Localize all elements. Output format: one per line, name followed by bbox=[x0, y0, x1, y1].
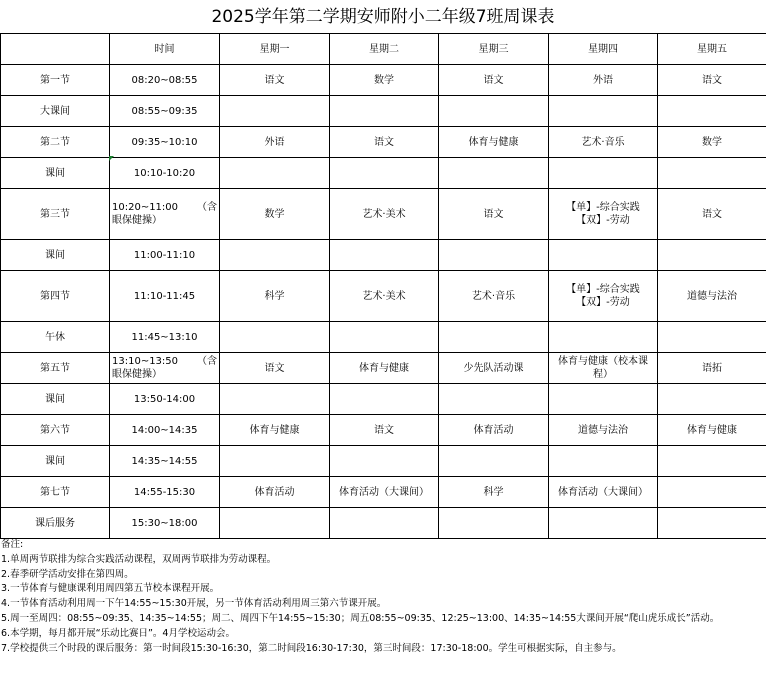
subject-cell: 语文 bbox=[439, 189, 549, 240]
subject-cell: 体育与健康 bbox=[658, 415, 766, 446]
header-cell-tuesday: 星期二 bbox=[330, 34, 439, 65]
subject-cell bbox=[220, 446, 330, 477]
time-note-cont: 眼保健操） bbox=[112, 215, 162, 226]
time-line bbox=[112, 201, 217, 214]
notes-heading: 备注: bbox=[1, 539, 24, 550]
subject-cell bbox=[658, 322, 766, 353]
cell-comment-marker bbox=[109, 156, 114, 161]
subject-cell bbox=[658, 508, 766, 539]
subject-line: 程） bbox=[593, 369, 613, 380]
period-cell: 午休 bbox=[1, 322, 110, 353]
subject-line: 体育与健康（校本课 bbox=[558, 356, 648, 367]
time-cell bbox=[110, 353, 220, 384]
subject-line: 【单】-综合实践 bbox=[566, 202, 640, 213]
subject-cell bbox=[549, 508, 658, 539]
subject-cell bbox=[439, 508, 549, 539]
table-row bbox=[1, 271, 766, 322]
time-note-cont: 眼保健操） bbox=[112, 369, 162, 380]
table-row bbox=[1, 477, 766, 508]
subject-cell bbox=[549, 240, 658, 271]
subject-cell bbox=[330, 240, 439, 271]
subject-cell: 语文 bbox=[330, 415, 439, 446]
subject-cell: 艺术·音乐 bbox=[439, 271, 549, 322]
time-cell: 09:35~10:10 bbox=[110, 127, 220, 158]
header-cell-monday: 星期一 bbox=[220, 34, 330, 65]
time-cell: 10:10-10:20 bbox=[110, 158, 220, 189]
subject-cell bbox=[658, 158, 766, 189]
subject-line: 【单】-综合实践 bbox=[566, 284, 640, 295]
subject-cell bbox=[658, 384, 766, 415]
time-cell: 08:55~09:35 bbox=[110, 96, 220, 127]
time-range: 13:10~13:50 bbox=[112, 356, 179, 367]
subject-cell: 数学 bbox=[658, 127, 766, 158]
period-cell: 课后服务 bbox=[1, 508, 110, 539]
subject-line: 【双】-劳动 bbox=[576, 215, 630, 226]
time-cell bbox=[110, 189, 220, 240]
subject-cell bbox=[549, 96, 658, 127]
subject-cell bbox=[330, 446, 439, 477]
header-cell-time: 时间 bbox=[110, 34, 220, 65]
table-row bbox=[1, 446, 766, 477]
header-cell-friday: 星期五 bbox=[658, 34, 766, 65]
subject-cell: 少先队活动课 bbox=[439, 353, 549, 384]
subject-cell: 数学 bbox=[330, 65, 439, 96]
subject-cell: 道德与法治 bbox=[549, 415, 658, 446]
subject-cell bbox=[439, 322, 549, 353]
time-range: 10:20~11:00 bbox=[112, 202, 179, 213]
time-note: （含 bbox=[197, 202, 217, 213]
period-cell: 第一节 bbox=[1, 65, 110, 96]
period-cell: 第三节 bbox=[1, 189, 110, 240]
subject-cell: 体育活动（大课间） bbox=[549, 477, 658, 508]
table-row bbox=[1, 322, 766, 353]
period-cell: 第七节 bbox=[1, 477, 110, 508]
header-row bbox=[1, 34, 766, 65]
time-cell: 11:10-11:45 bbox=[110, 271, 220, 322]
subject-cell: 科学 bbox=[439, 477, 549, 508]
subject-cell: 体育活动 bbox=[439, 415, 549, 446]
schedule-table bbox=[0, 33, 766, 539]
subject-cell: 科学 bbox=[220, 271, 330, 322]
subject-cell bbox=[220, 508, 330, 539]
subject-cell: 道德与法治 bbox=[658, 271, 766, 322]
subject-cell bbox=[658, 477, 766, 508]
note-line: 7.学校提供三个时段的课后服务：第一时间段15:30-16:30，第二时间段16:30-17:30，第三时间段：17:30-18:00。学生可根据实际，自主参与。 bbox=[1, 642, 622, 654]
table-row bbox=[1, 65, 766, 96]
note-line: 4.一节体育活动利用周一下午14:55~15:30开展，另一节体育活动利用周三第六节课开展。 bbox=[1, 598, 387, 610]
note-line: 1.单周两节联排为综合实践活动课程，双周两节联排为劳动课程。 bbox=[1, 553, 277, 565]
subject-cell bbox=[330, 322, 439, 353]
note-line: 3.一节体育与健康课利用周四第五节校本课程开展。 bbox=[1, 583, 220, 595]
schedule-title: 2025学年第二学期安师附小二年级7班周课表 bbox=[211, 7, 555, 27]
subject-cell bbox=[549, 271, 658, 322]
subject-cell: 语拓 bbox=[658, 353, 766, 384]
subject-cell bbox=[439, 384, 549, 415]
subject-cell: 数学 bbox=[220, 189, 330, 240]
subject-cell bbox=[330, 508, 439, 539]
subject-cell bbox=[439, 240, 549, 271]
subject-cell bbox=[658, 446, 766, 477]
subject-cell bbox=[549, 384, 658, 415]
subject-line: 【双】-劳动 bbox=[576, 297, 630, 308]
time-cell: 08:20~08:55 bbox=[110, 65, 220, 96]
subject-cell: 外语 bbox=[220, 127, 330, 158]
period-cell: 第五节 bbox=[1, 353, 110, 384]
time-cell: 11:00-11:10 bbox=[110, 240, 220, 271]
table-row bbox=[1, 508, 766, 539]
table-row bbox=[1, 96, 766, 127]
table-row bbox=[1, 353, 766, 384]
subject-cell bbox=[439, 96, 549, 127]
subject-cell bbox=[220, 322, 330, 353]
subject-cell bbox=[220, 158, 330, 189]
time-cell: 14:35~14:55 bbox=[110, 446, 220, 477]
subject-cell: 艺术·美术 bbox=[330, 189, 439, 240]
time-cell: 13:50-14:00 bbox=[110, 384, 220, 415]
time-cell: 15:30~18:00 bbox=[110, 508, 220, 539]
note-line: 6.本学期，每月都开展“乐动比赛日”。4月学校运动会。 bbox=[1, 627, 235, 639]
period-cell: 课间 bbox=[1, 384, 110, 415]
subject-cell: 语文 bbox=[658, 189, 766, 240]
subject-cell: 体育与健康 bbox=[330, 353, 439, 384]
subject-cell: 外语 bbox=[549, 65, 658, 96]
subject-cell bbox=[549, 353, 658, 384]
subject-cell bbox=[330, 384, 439, 415]
period-cell: 第二节 bbox=[1, 127, 110, 158]
time-cell: 14:55-15:30 bbox=[110, 477, 220, 508]
subject-cell bbox=[330, 158, 439, 189]
table-row bbox=[1, 127, 766, 158]
subject-cell: 体育与健康 bbox=[439, 127, 549, 158]
time-line bbox=[112, 355, 217, 368]
note-line: 2.春季研学活动安排在第四周。 bbox=[1, 568, 134, 580]
note-line: 5.周一至周四：08:55~09:35、14:35~14:55；周二、周四下午14:55~15:30；周五08:55~09:35、12:25~13:00、14:35~14:55大课间开展“爬山虎乐成长”活动。 bbox=[1, 612, 720, 624]
subject-cell bbox=[549, 189, 658, 240]
table-row bbox=[1, 189, 766, 240]
subject-cell: 语文 bbox=[220, 353, 330, 384]
header-cell-corner bbox=[1, 34, 110, 65]
subject-cell bbox=[658, 96, 766, 127]
subject-cell: 语文 bbox=[330, 127, 439, 158]
subject-cell bbox=[658, 240, 766, 271]
subject-cell: 语文 bbox=[220, 65, 330, 96]
subject-cell: 体育与健康 bbox=[220, 415, 330, 446]
subject-cell bbox=[220, 240, 330, 271]
time-note: （含 bbox=[197, 356, 217, 367]
period-cell: 课间 bbox=[1, 240, 110, 271]
subject-cell bbox=[549, 158, 658, 189]
subject-cell: 语文 bbox=[439, 65, 549, 96]
subject-cell bbox=[220, 384, 330, 415]
subject-cell bbox=[549, 446, 658, 477]
subject-cell: 体育活动（大课间） bbox=[330, 477, 439, 508]
period-cell: 课间 bbox=[1, 158, 110, 189]
subject-cell: 艺术·音乐 bbox=[549, 127, 658, 158]
header-cell-wednesday: 星期三 bbox=[439, 34, 549, 65]
header-cell-thursday: 星期四 bbox=[549, 34, 658, 65]
table-row bbox=[1, 158, 766, 189]
period-cell: 大课间 bbox=[1, 96, 110, 127]
table-row bbox=[1, 384, 766, 415]
period-cell: 第四节 bbox=[1, 271, 110, 322]
subject-cell: 语文 bbox=[658, 65, 766, 96]
subject-cell: 体育活动 bbox=[220, 477, 330, 508]
subject-cell bbox=[439, 446, 549, 477]
table-row bbox=[1, 240, 766, 271]
subject-cell bbox=[549, 322, 658, 353]
subject-cell: 艺术·美术 bbox=[330, 271, 439, 322]
period-cell: 第六节 bbox=[1, 415, 110, 446]
table-row bbox=[1, 415, 766, 446]
notes-section bbox=[1, 538, 765, 656]
subject-cell bbox=[439, 158, 549, 189]
period-cell: 课间 bbox=[1, 446, 110, 477]
subject-cell bbox=[220, 96, 330, 127]
subject-cell bbox=[330, 96, 439, 127]
time-cell: 11:45~13:10 bbox=[110, 322, 220, 353]
time-cell: 14:00~14:35 bbox=[110, 415, 220, 446]
